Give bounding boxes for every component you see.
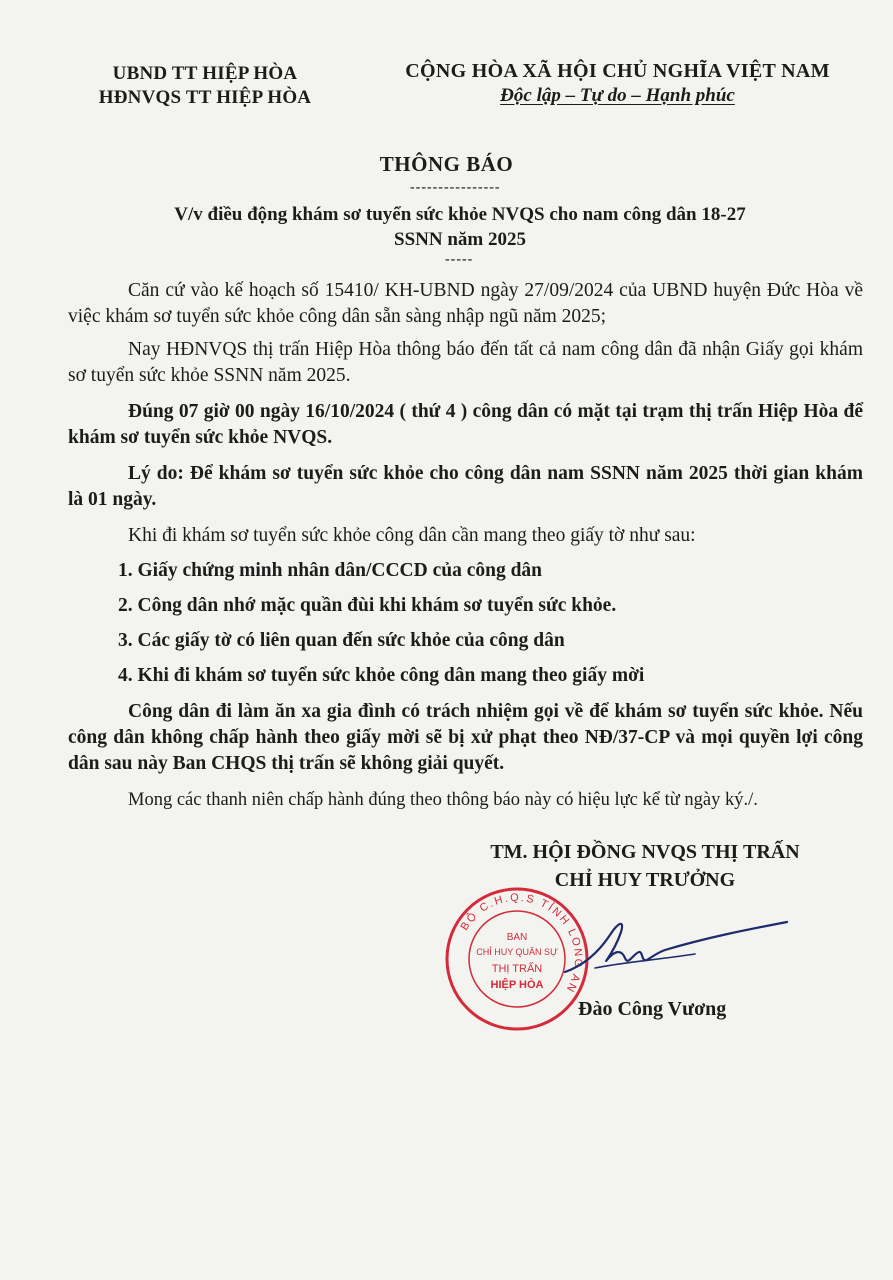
paragraph-closing: Mong các thanh niên chấp hành đúng theo thông báo này có hiệu lực kể từ ngày ký./. xyxy=(128,790,758,810)
seal-inner-ring xyxy=(469,911,565,1007)
national-header xyxy=(375,58,860,108)
authority-line-1: UBND TT HIỆP HÒA xyxy=(112,63,298,84)
list-item: 3. Các giấy tờ có liên quan đến sức khỏe của công dân xyxy=(118,630,565,651)
signer-name: Đào Công Vương xyxy=(578,998,727,1020)
subject-line-2: SSNN năm 2025 xyxy=(394,229,526,250)
paragraph-warning: Công dân đi làm ăn xa gia đình có trách nhiệm gọi về để khám sơ tuyển sức khỏe. Nếu công dân không chấp hành theo giấy mời sẽ bị xử phạt theo NĐ/37-CP và mọi quyền lợi công dân sau này Ban CHQS thị trấn sẽ không giải quyết. xyxy=(68,701,863,774)
paragraph-schedule: Đúng 07 giờ 00 ngày 16/10/2024 ( thứ 4 ) công dân có mặt tại trạm thị trấn Hiệp Hòa để khám sơ tuyển sức khỏe NVQS. xyxy=(68,401,863,448)
document-body xyxy=(68,278,863,813)
national-title: CỘNG HÒA XÃ HỘI CHỦ NGHĨA VIỆT NAM xyxy=(405,60,830,82)
list-item: 4. Khi đi khám sơ tuyển sức khỏe công dân mang theo giấy mời xyxy=(118,665,645,686)
paragraph-requirements-intro: Khi đi khám sơ tuyển sức khỏe công dân cần mang theo giấy tờ như sau: xyxy=(128,525,696,546)
seal-center-line-1: BAN xyxy=(506,932,528,943)
subject-divider: ----- xyxy=(445,252,474,267)
signature-stroke xyxy=(565,922,787,972)
title-divider: ---------------- xyxy=(410,180,501,195)
seal-center-line-2: CHỈ HUY QUÂN SỰ xyxy=(476,947,558,957)
national-motto: Độc lập – Tự do – Hạnh phúc xyxy=(500,85,735,106)
list-item: 2. Công dân nhớ mặc quần đùi khi khám sơ tuyển sức khỏe. xyxy=(118,595,617,616)
subject-line-1: V/v điều động khám sơ tuyển sức khỏe NVQS cho nam công dân 18-27 xyxy=(174,204,746,225)
paragraph-reason: Lý do: Để khám sơ tuyển sức khỏe cho công dân nam SSNN năm 2025 thời gian khám là 01 ngày. xyxy=(68,463,863,510)
authority-line-2: HĐNVQS TT HIỆP HÒA xyxy=(98,87,312,108)
issuing-authority xyxy=(70,62,340,110)
signature-title-2: CHỈ HUY TRƯỞNG xyxy=(554,869,736,891)
paragraph-legal-basis: Căn cứ vào kế hoạch số 15410/ KH-UBND ngày 27/09/2024 của UBND huyện Đức Hòa về việc khám sơ tuyển sức khỏe công dân sẵn sàng nhập ngũ năm 2025; xyxy=(68,280,863,327)
document-title: THÔNG BÁO xyxy=(379,152,514,176)
document-subject xyxy=(170,202,750,252)
seal-ring-text: BỘ C.H.Q.S TỈNH LONG AN xyxy=(458,891,585,996)
paragraph-announcement: Nay HĐNVQS thị trấn Hiệp Hòa thông báo đến tất cả nam công dân đã nhận Giấy gọi khám sơ tuyển sức khỏe SSNN năm 2025. xyxy=(68,339,863,386)
signature-title-1: TM. HỘI ĐỒNG NVQS THỊ TRẤN xyxy=(490,841,800,863)
requirements-list xyxy=(68,558,863,689)
list-item: 1. Giấy chứng minh nhân dân/CCCD của công dân xyxy=(118,560,543,581)
seal-center-line-4: HIỆP HÒA xyxy=(490,979,544,991)
handwritten-signature xyxy=(555,910,795,990)
seal-center-line-3: THỊ TRẤN xyxy=(491,963,543,975)
